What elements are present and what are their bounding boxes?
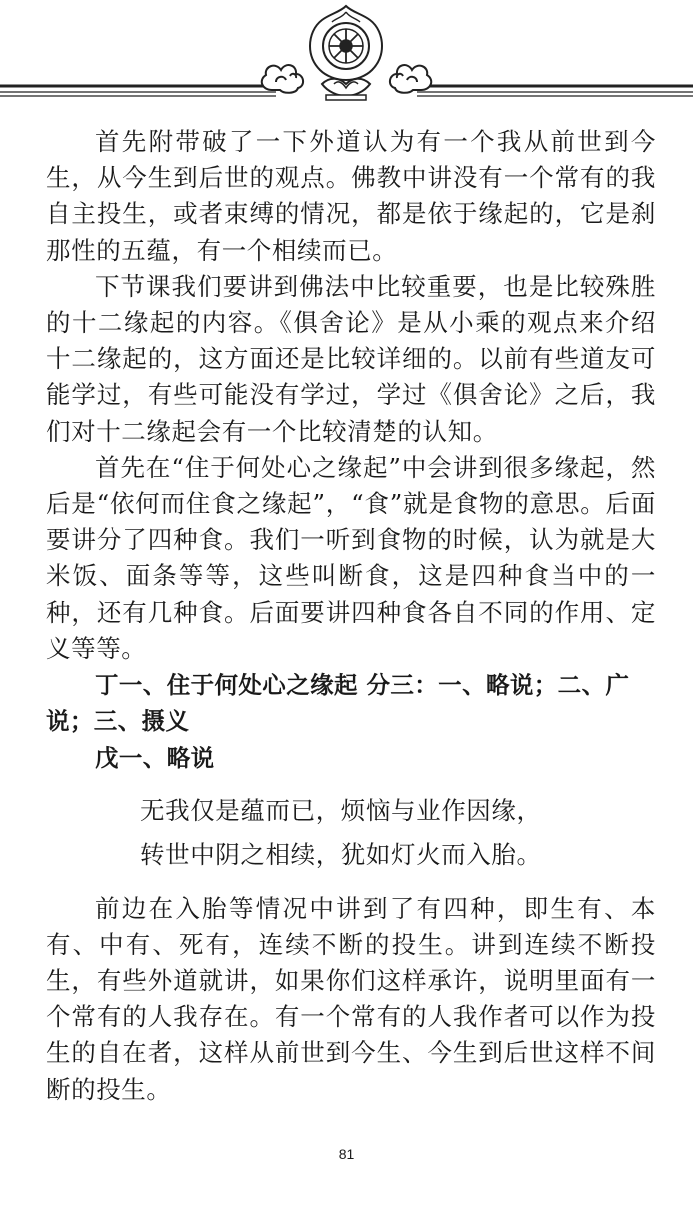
page-header: [0, 0, 693, 110]
paragraph: 下节课我们要讲到佛法中比较重要，也是比较殊胜的十二缘起的内容。《俱舍论》是从小乘的观点来介绍十二缘起的，这方面还是比较详细的。以前有些道友可能学过，有些可能没有学过，学过《俱舍论》之后，我们对十二缘起会有一个比较清楚的认知。: [46, 271, 656, 446]
subsection-heading: 戊一、略说: [95, 744, 215, 773]
paragraph: 首先在“住于何处心之缘起”中会讲到很多缘起，然后是“依何而住食之缘起”，“食”就是食物的意思。后面要讲分了四种食。我们一听到食物的时候，认为就是大米饭、面条等等，这些叫断食，这是四种食当中的一种，还有几种食。后面要讲四种食各自不同的作用、定义等等。: [46, 452, 656, 663]
paragraph: 首先附带破了一下外道认为有一个我从前世到今生，从今生到后世的观点。佛教中讲没有一个常有的我自主投生，或者束缚的情况，都是依于缘起的，它是刹那性的五蕴，有一个相续而已。: [46, 127, 656, 265]
verse-line: 无我仅是蕴而已，烦恼与业作因缘，: [140, 795, 542, 825]
header-rule-left: [0, 86, 276, 96]
paragraph: 前边在入胎等情况中讲到了有四种，即生有、本有、中有、死有，连续不断的投生。讲到连续不断投生，有些外道就讲，如果你们这样承许，说明里面有一个常有的人我存在。有一个常有的人我作者可以作为投生的自在者，这样从前世到今生、今生到后世这样不间断的投生。: [46, 893, 656, 1104]
dharma-wheel-icon: [310, 6, 382, 100]
section-heading: 丁一、住于何处心之缘起 分三：一、略说；二、广说；三、摄义: [46, 671, 630, 736]
verse-line: 转世中阴之相续，犹如灯火而入胎。: [140, 839, 542, 869]
cloud-right-icon: [390, 65, 431, 93]
header-ornament: [0, 0, 693, 110]
cloud-left-icon: [262, 65, 303, 93]
page-body: [46, 124, 656, 1108]
verse-block: [46, 789, 656, 877]
page-number: 81: [338, 1146, 355, 1162]
header-rule-right: [417, 86, 693, 96]
